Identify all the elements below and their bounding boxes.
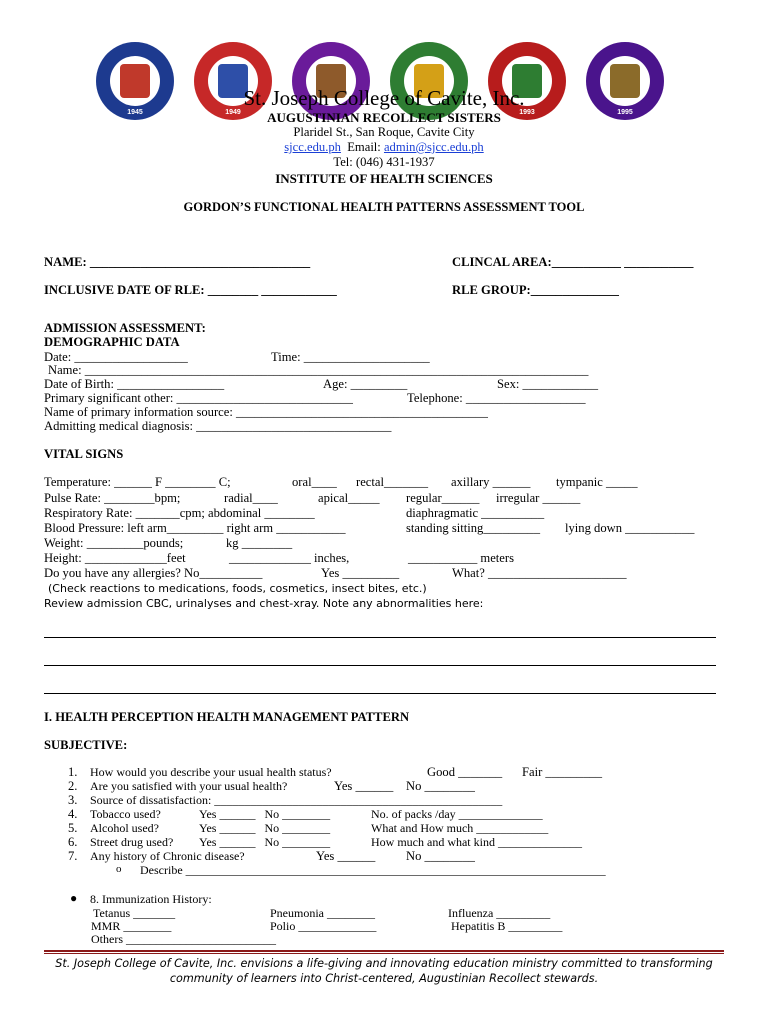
allergy-yes-field[interactable]: Yes _________ bbox=[321, 566, 400, 580]
radial-field[interactable]: radial____ bbox=[224, 491, 278, 505]
satisfied-no-field[interactable]: No ________ bbox=[406, 779, 475, 793]
telephone: Tel: (046) 431-1937 bbox=[333, 155, 435, 169]
pneumonia-field[interactable]: Pneumonia ________ bbox=[270, 906, 375, 920]
alcohol-yes-no-field[interactable]: Yes ______ No ________ bbox=[199, 821, 331, 835]
date-field[interactable]: Date: __________________ bbox=[44, 350, 188, 364]
dob-field[interactable]: Date of Birth: _________________ bbox=[44, 377, 225, 391]
drug-amount-field[interactable]: How much and what kind ______________ bbox=[371, 835, 582, 849]
regular-field[interactable]: regular______ bbox=[406, 491, 480, 505]
blood-pressure-field[interactable]: Blood Pressure: left arm_________ right arm ___________ bbox=[44, 521, 346, 535]
describe-field[interactable]: Describe ______________________________________________________________________ bbox=[140, 863, 606, 877]
section1-heading: I. HEALTH PERCEPTION HEALTH MANAGEMENT PATTERN bbox=[44, 710, 410, 724]
diaphragmatic-field[interactable]: diaphragmatic __________ bbox=[406, 506, 545, 520]
bullet-circle-icon: o bbox=[116, 863, 122, 875]
pulse-field[interactable]: Pulse Rate: ________bpm; bbox=[44, 491, 181, 505]
alcohol-amount-field[interactable]: What and How much ____________ bbox=[371, 821, 549, 835]
respiratory-field[interactable]: Respiratory Rate: _______cpm; abdominal ________ bbox=[44, 506, 315, 520]
admission-heading: ADMISSION ASSESSMENT: bbox=[44, 321, 206, 335]
kg-field[interactable]: kg ________ bbox=[226, 536, 293, 550]
irregular-field[interactable]: irregular ______ bbox=[496, 491, 581, 505]
allergies-field[interactable]: Do you have any allergies? No__________ bbox=[44, 566, 263, 580]
immunization-heading: 8. Immunization History: bbox=[90, 892, 212, 906]
form-title: GORDON’S FUNCTIONAL HEALTH PATTERNS ASSESSMENT TOOL bbox=[183, 200, 585, 214]
rle-date-field[interactable]: INCLUSIVE DATE OF RLE: ________ ____________ bbox=[44, 283, 337, 297]
professional-education-seal: 1949 bbox=[194, 42, 272, 120]
vital-signs-heading: VITAL SIGNS bbox=[44, 447, 124, 461]
tympanic-field[interactable]: tympanic _____ bbox=[556, 475, 638, 489]
apical-field[interactable]: apical_____ bbox=[318, 491, 380, 505]
allergy-what-field[interactable]: What? ______________________ bbox=[452, 566, 627, 580]
item-number: 4. bbox=[68, 807, 78, 821]
sex-field[interactable]: Sex: ____________ bbox=[497, 377, 599, 391]
chronic-yes-field[interactable]: Yes ______ bbox=[316, 849, 376, 863]
drug-yes-no-field[interactable]: Yes ______ No ________ bbox=[199, 835, 331, 849]
oral-field[interactable]: oral____ bbox=[292, 475, 337, 489]
item-text: Any history of Chronic disease? bbox=[90, 849, 245, 863]
polio-field[interactable]: Polio _____________ bbox=[270, 919, 377, 933]
institute-name: INSTITUTE OF HEALTH SCIENCES bbox=[275, 171, 493, 186]
diagnosis-field[interactable]: Admitting medical diagnosis: _______________________________ bbox=[44, 419, 392, 433]
website-link[interactable]: sjcc.edu.ph bbox=[284, 140, 341, 154]
temperature-field[interactable]: Temperature: ______ F ________ C; bbox=[44, 475, 231, 489]
review-line-1[interactable] bbox=[44, 637, 716, 638]
rle-group-field[interactable]: RLE GROUP:______________ bbox=[452, 283, 619, 297]
dissatisfaction-field[interactable]: Source of dissatisfaction: ________________________________________________ bbox=[90, 793, 503, 807]
item-text: Alcohol used? bbox=[90, 821, 159, 835]
item-number: 2. bbox=[68, 779, 78, 793]
address: Plaridel St., San Roque, Cavite City bbox=[293, 125, 475, 139]
chronic-no-field[interactable]: No ________ bbox=[406, 849, 475, 863]
height-field[interactable]: Height: _____________feet bbox=[44, 551, 186, 565]
item-text: Street drug used? bbox=[90, 835, 174, 849]
item-text: Tobacco used? bbox=[90, 807, 161, 821]
rectal-field[interactable]: rectal_______ bbox=[356, 475, 429, 489]
info-source-field[interactable]: Name of primary information source: ________________________________________ bbox=[44, 405, 488, 419]
footer-line-1: St. Joseph College of Cavite, Inc. envisions a life-giving and innovating education ministry committed to transforming bbox=[55, 957, 713, 970]
review-instruction: Review admission CBC, urinalyses and chest-xray. Note any abnormalities here: bbox=[44, 597, 484, 610]
standing-sitting-field[interactable]: standing sitting_________ bbox=[406, 521, 540, 535]
influenza-field[interactable]: Influenza _________ bbox=[448, 906, 551, 920]
good-field[interactable]: Good _______ bbox=[427, 765, 503, 779]
hospitality-management-seal: 1993 bbox=[488, 42, 566, 120]
contact-line bbox=[0, 140, 768, 155]
telephone-field[interactable]: Telephone: ___________________ bbox=[407, 391, 586, 405]
item-text: Are you satisfied with your usual health? bbox=[90, 779, 288, 793]
tetanus-field[interactable]: Tetanus _______ bbox=[93, 906, 176, 920]
footer-rule-thin bbox=[44, 953, 724, 954]
subjective-heading: SUBJECTIVE: bbox=[44, 738, 128, 752]
review-line-3[interactable] bbox=[44, 693, 716, 694]
clinical-area-field[interactable]: CLINCAL AREA:___________ ___________ bbox=[452, 255, 694, 269]
item-number: 1. bbox=[68, 765, 78, 779]
item-number: 5. bbox=[68, 821, 78, 835]
others-field[interactable]: Others _________________________ bbox=[91, 932, 276, 946]
tobacco-packs-field[interactable]: No. of packs /day ______________ bbox=[371, 807, 543, 821]
hepatitis-b-field[interactable]: Hepatitis B _________ bbox=[451, 919, 563, 933]
graduate-school-seal: 1995 bbox=[586, 42, 664, 120]
weight-field[interactable]: Weight: _________pounds; bbox=[44, 536, 184, 550]
item-number: 3. bbox=[68, 793, 78, 807]
meters-field[interactable]: ___________ meters bbox=[408, 551, 514, 565]
lying-down-field[interactable]: lying down ___________ bbox=[565, 521, 695, 535]
footer-rule bbox=[44, 950, 724, 952]
tobacco-yes-no-field[interactable]: Yes ______ No ________ bbox=[199, 807, 331, 821]
allergy-instruction: (Check reactions to medications, foods, cosmetics, insect bites, etc.) bbox=[48, 582, 427, 595]
item-text: How would you describe your usual health status? bbox=[90, 765, 332, 779]
order-name: AUGUSTINIAN RECOLLECT SISTERS bbox=[267, 110, 501, 125]
review-line-2[interactable] bbox=[44, 665, 716, 666]
footer-vision bbox=[30, 956, 738, 986]
email-link[interactable]: admin@sjcc.edu.ph bbox=[383, 140, 484, 154]
college-name: St. Joseph College of Cavite, Inc. bbox=[243, 86, 525, 110]
time-field[interactable]: Time: ____________________ bbox=[271, 350, 430, 364]
demographic-heading: DEMOGRAPHIC DATA bbox=[44, 335, 180, 349]
bullet-dot-icon: ● bbox=[70, 891, 78, 905]
inches-field[interactable]: _____________ inches, bbox=[229, 551, 350, 565]
axillary-field[interactable]: axillary ______ bbox=[451, 475, 531, 489]
age-field[interactable]: Age: _________ bbox=[323, 377, 408, 391]
patient-name-field[interactable]: Name: ________________________________________________________________________________ bbox=[48, 363, 589, 377]
fair-field[interactable]: Fair _________ bbox=[522, 765, 603, 779]
sjcc-seal: 1945 bbox=[96, 42, 174, 120]
significant-other-field[interactable]: Primary significant other: ____________________________ bbox=[44, 391, 353, 405]
name-field[interactable]: NAME: ___________________________________ bbox=[44, 255, 311, 269]
footer-line-2: community of learners into Christ-centered, Augustinian Recollect stewards. bbox=[169, 972, 599, 985]
item-number: 6. bbox=[68, 835, 78, 849]
item-number: 7. bbox=[68, 849, 78, 863]
satisfied-yes-field[interactable]: Yes ______ bbox=[334, 779, 394, 793]
email-label: Email: bbox=[347, 140, 381, 154]
mmr-field[interactable]: MMR ________ bbox=[91, 919, 172, 933]
